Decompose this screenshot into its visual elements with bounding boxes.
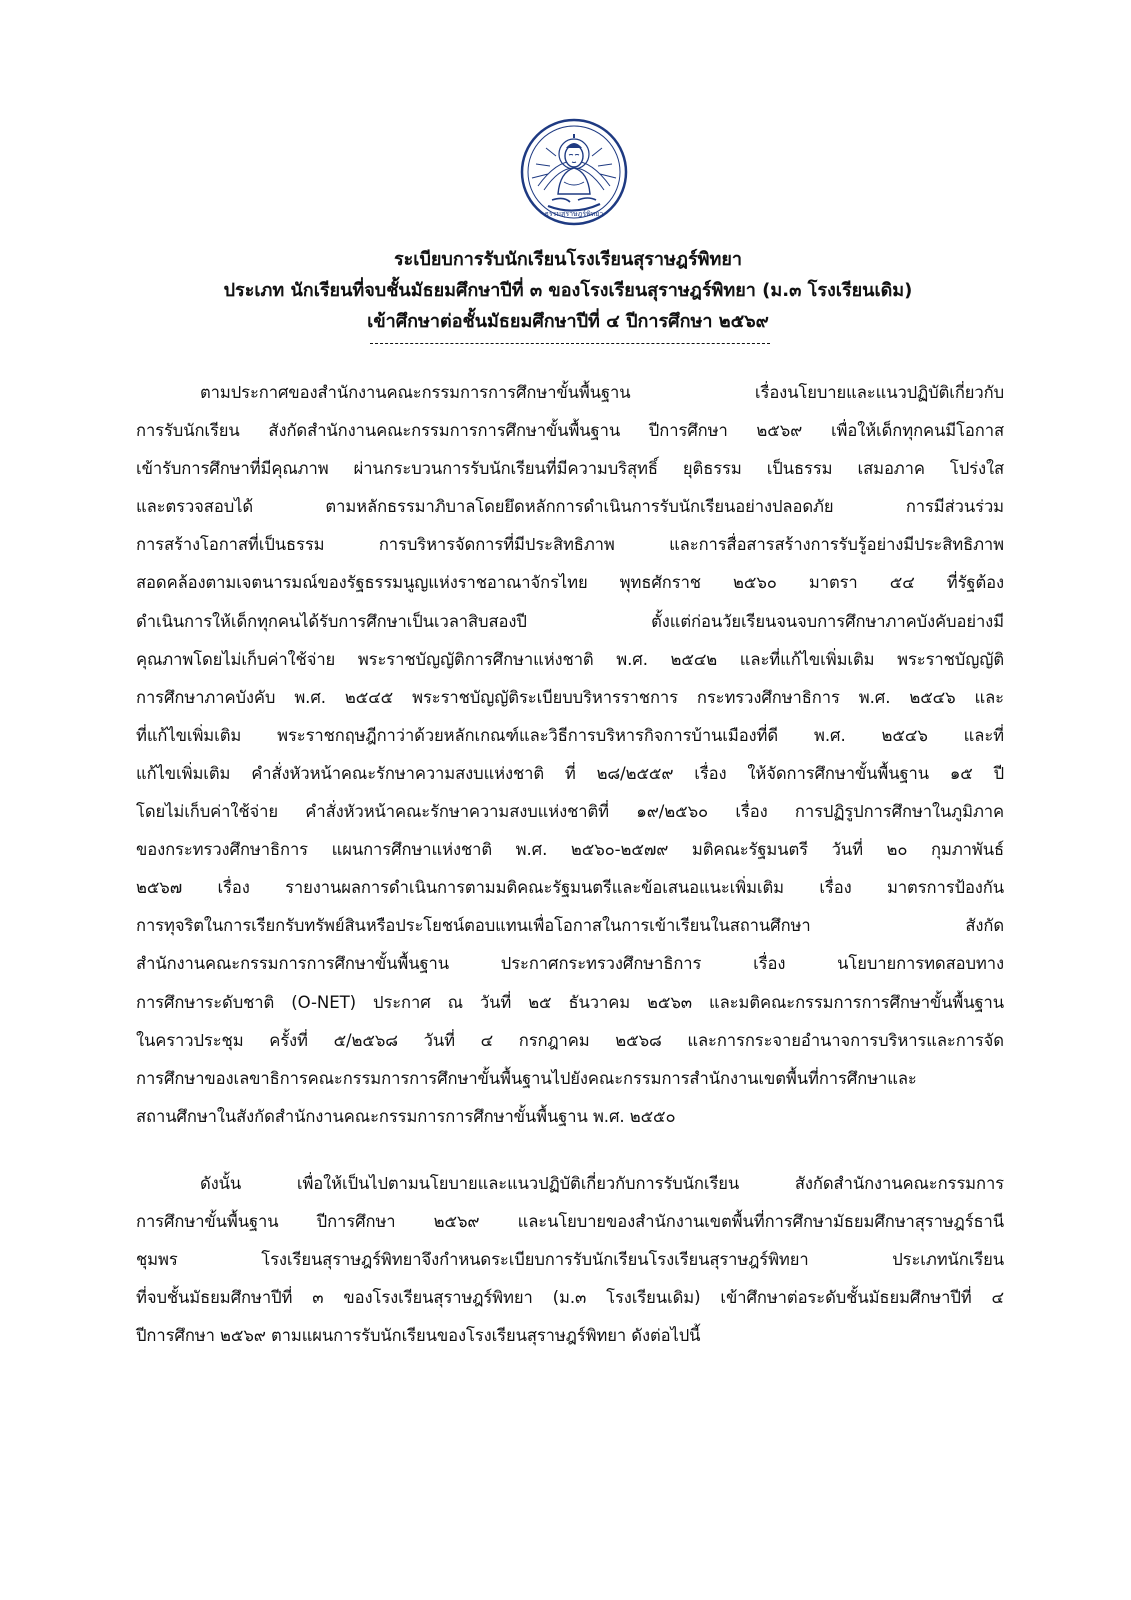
text-line: ดังนั้น เพื่อให้เป็นไปตามนโยบายและแนวปฏิบัติเกี่ยวกับการรับนักเรียน สังกัดสำนักงานคณะกรรมการ bbox=[200, 1174, 1004, 1193]
text-line: การศึกษาขั้นพื้นฐาน ปีการศึกษา ๒๕๖๙ และนโยบายของสำนักงานเขตพื้นที่การศึกษามัธยมศึกษาสุราษฎร์ธานี bbox=[136, 1212, 1004, 1232]
text-line: ตามประกาศของสำนักงานคณะกรรมการการศึกษาขั้นพื้นฐาน เรื่องนโยบายและแนวปฏิบัติเกี่ยวกับ bbox=[200, 383, 1004, 402]
school-logo bbox=[518, 116, 630, 228]
text-line: และตรวจสอบได้ ตามหลักธรรมาภิบาลโดยยึดหลักการดำเนินการรับนักเรียนอย่างปลอดภัย การมีส่วนร่วม bbox=[136, 497, 1004, 517]
text-line: ในคราวประชุม ครั้งที่ ๕/๒๕๖๘ วันที่ ๔ กรกฎาคม ๒๕๖๘ และการกระจายอำนาจการบริหารและการจัด bbox=[136, 1030, 1004, 1050]
text-line: การศึกษาของเลขาธิการคณะกรรมการการศึกษาขั้นพื้นฐานไปยังคณะกรรมการสำนักงานเขตพื้นที่การศึกษาและ bbox=[136, 1068, 917, 1088]
paragraph-2 bbox=[136, 1165, 1004, 1355]
title-line-2: ประเภท นักเรียนที่จบชั้นมัธยมศึกษาปีที่ ๓ ของโรงเรียนสุราษฎร์พิทยา (ม.๓ โรงเรียนเดิม) bbox=[223, 280, 913, 301]
text-line: การรับนักเรียน สังกัดสำนักงานคณะกรรมการการศึกษาขั้นพื้นฐาน ปีการศึกษา ๒๕๖๙ เพื่อให้เด็กทุกคนมีโอกาส bbox=[136, 421, 1004, 441]
text-line: การศึกษาระดับชาติ (O-NET) ประกาศ ณ วันที่ ๒๕ ธันวาคม ๒๕๖๓ และมติคณะกรรมการการศึกษาขั้นพื้นฐาน bbox=[136, 992, 1004, 1012]
text-line: สถานศึกษาในสังกัดสำนักงานคณะกรรมการการศึกษาขั้นพื้นฐาน พ.ศ. ๒๕๕๐ bbox=[136, 1106, 676, 1126]
text-line: ๒๕๖๗ เรื่อง รายงานผลการดำเนินการตามมติคณะรัฐมนตรีและข้อเสนอแนะเพิ่มเติม เรื่อง มาตรการป้องกัน bbox=[136, 878, 1004, 898]
text-line: เข้ารับการศึกษาที่มีคุณภาพ ผ่านกระบวนการรับนักเรียนที่มีความบริสุทธิ์ ยุติธรรม เป็นธรรม เสมอภาค โปร่งใส bbox=[136, 459, 1004, 479]
text-line: ดำเนินการให้เด็กทุกคนได้รับการศึกษาเป็นเวลาสิบสองปี ตั้งแต่ก่อนวัยเรียนจนจบการศึกษาภาคบังคับอย่างมี bbox=[136, 611, 1004, 631]
text-line: สำนักงานคณะกรรมการการศึกษาขั้นพื้นฐาน ประกาศกระทรวงศึกษาธิการ เรื่อง นโยบายการทดสอบทาง bbox=[136, 954, 1004, 974]
logo-seal-text: ธรรมสุราษฎร์พิทยา bbox=[544, 210, 604, 218]
title-line-1: ระเบียบการรับนักเรียนโรงเรียนสุราษฎร์พิทยา bbox=[393, 249, 743, 270]
text-line: การศึกษาภาคบังคับ พ.ศ. ๒๕๔๕ พระราชบัญญัติระเบียบบริหารราชการ กระทรวงศึกษาธิการ พ.ศ. ๒๕๔๖ และ bbox=[136, 687, 1004, 707]
paragraph-1 bbox=[136, 374, 1004, 1136]
text-line: คุณภาพโดยไม่เก็บค่าใช้จ่าย พระราชบัญญัติการศึกษาแห่งชาติ พ.ศ. ๒๕๔๒ และที่แก้ไขเพิ่มเติม พระราชบัญญัติ bbox=[136, 649, 1004, 669]
text-line: การสร้างโอกาสที่เป็นธรรม การบริหารจัดการที่มีประสิทธิภาพ และการสื่อสารสร้างการรับรู้อย่างมีประสิทธิภาพ bbox=[136, 535, 1004, 555]
text-line: การทุจริตในการเรียกรับทรัพย์สินหรือประโยชน์ตอบแทนเพื่อโอกาสในการเข้าเรียนในสถานศึกษา สังกัด bbox=[136, 916, 1004, 936]
document-title bbox=[136, 244, 1000, 337]
text-line: ที่แก้ไขเพิ่มเติม พระราชกฤษฎีกาว่าด้วยหลักเกณฑ์และวิธีการบริหารกิจการบ้านเมืองที่ดี พ.ศ. ๒๕๔๖ และที่ bbox=[136, 725, 1004, 745]
text-line: ปีการศึกษา ๒๕๖๙ ตามแผนการรับนักเรียนของโรงเรียนสุราษฎร์พิทยา ดังต่อไปนี้ bbox=[136, 1326, 701, 1346]
title-divider bbox=[370, 343, 770, 344]
buddha-seal-icon bbox=[518, 116, 630, 228]
text-line: สอดคล้องตามเจตนารมณ์ของรัฐธรรมนูญแห่งราชอาณาจักรไทย พุทธศักราช ๒๕๖๐ มาตรา ๕๔ ที่รัฐต้อง bbox=[136, 573, 1004, 593]
title-line-3: เข้าศึกษาต่อชั้นมัธยมศึกษาปีที่ ๔ ปีการศึกษา ๒๕๖๙ bbox=[367, 311, 769, 332]
text-line: ของกระทรวงศึกษาธิการ แผนการศึกษาแห่งชาติ พ.ศ. ๒๕๖๐-๒๕๗๙ มติคณะรัฐมนตรี วันที่ ๒๐ กุมภาพันธ์ bbox=[136, 840, 1004, 860]
text-line: ที่จบชั้นมัธยมศึกษาปีที่ ๓ ของโรงเรียนสุราษฎร์พิทยา (ม.๓ โรงเรียนเดิม) เข้าศึกษาต่อระดับชั้นมัธยมศึกษาปีที่ ๔ bbox=[136, 1288, 1004, 1308]
text-line: แก้ไขเพิ่มเติม คำสั่งหัวหน้าคณะรักษาความสงบแห่งชาติ ที่ ๒๘/๒๕๕๙ เรื่อง ให้จัดการศึกษาขั้นพื้นฐาน ๑๕ ปี bbox=[136, 763, 1004, 783]
text-line: โดยไม่เก็บค่าใช้จ่าย คำสั่งหัวหน้าคณะรักษาความสงบแห่งชาติที่ ๑๙/๒๕๖๐ เรื่อง การปฏิรูปการศึกษาในภูมิภาค bbox=[136, 802, 1004, 822]
text-line: ชุมพร โรงเรียนสุราษฎร์พิทยาจึงกำหนดระเบียบการรับนักเรียนโรงเรียนสุราษฎร์พิทยา ประเภทนักเรียน bbox=[136, 1250, 1004, 1270]
